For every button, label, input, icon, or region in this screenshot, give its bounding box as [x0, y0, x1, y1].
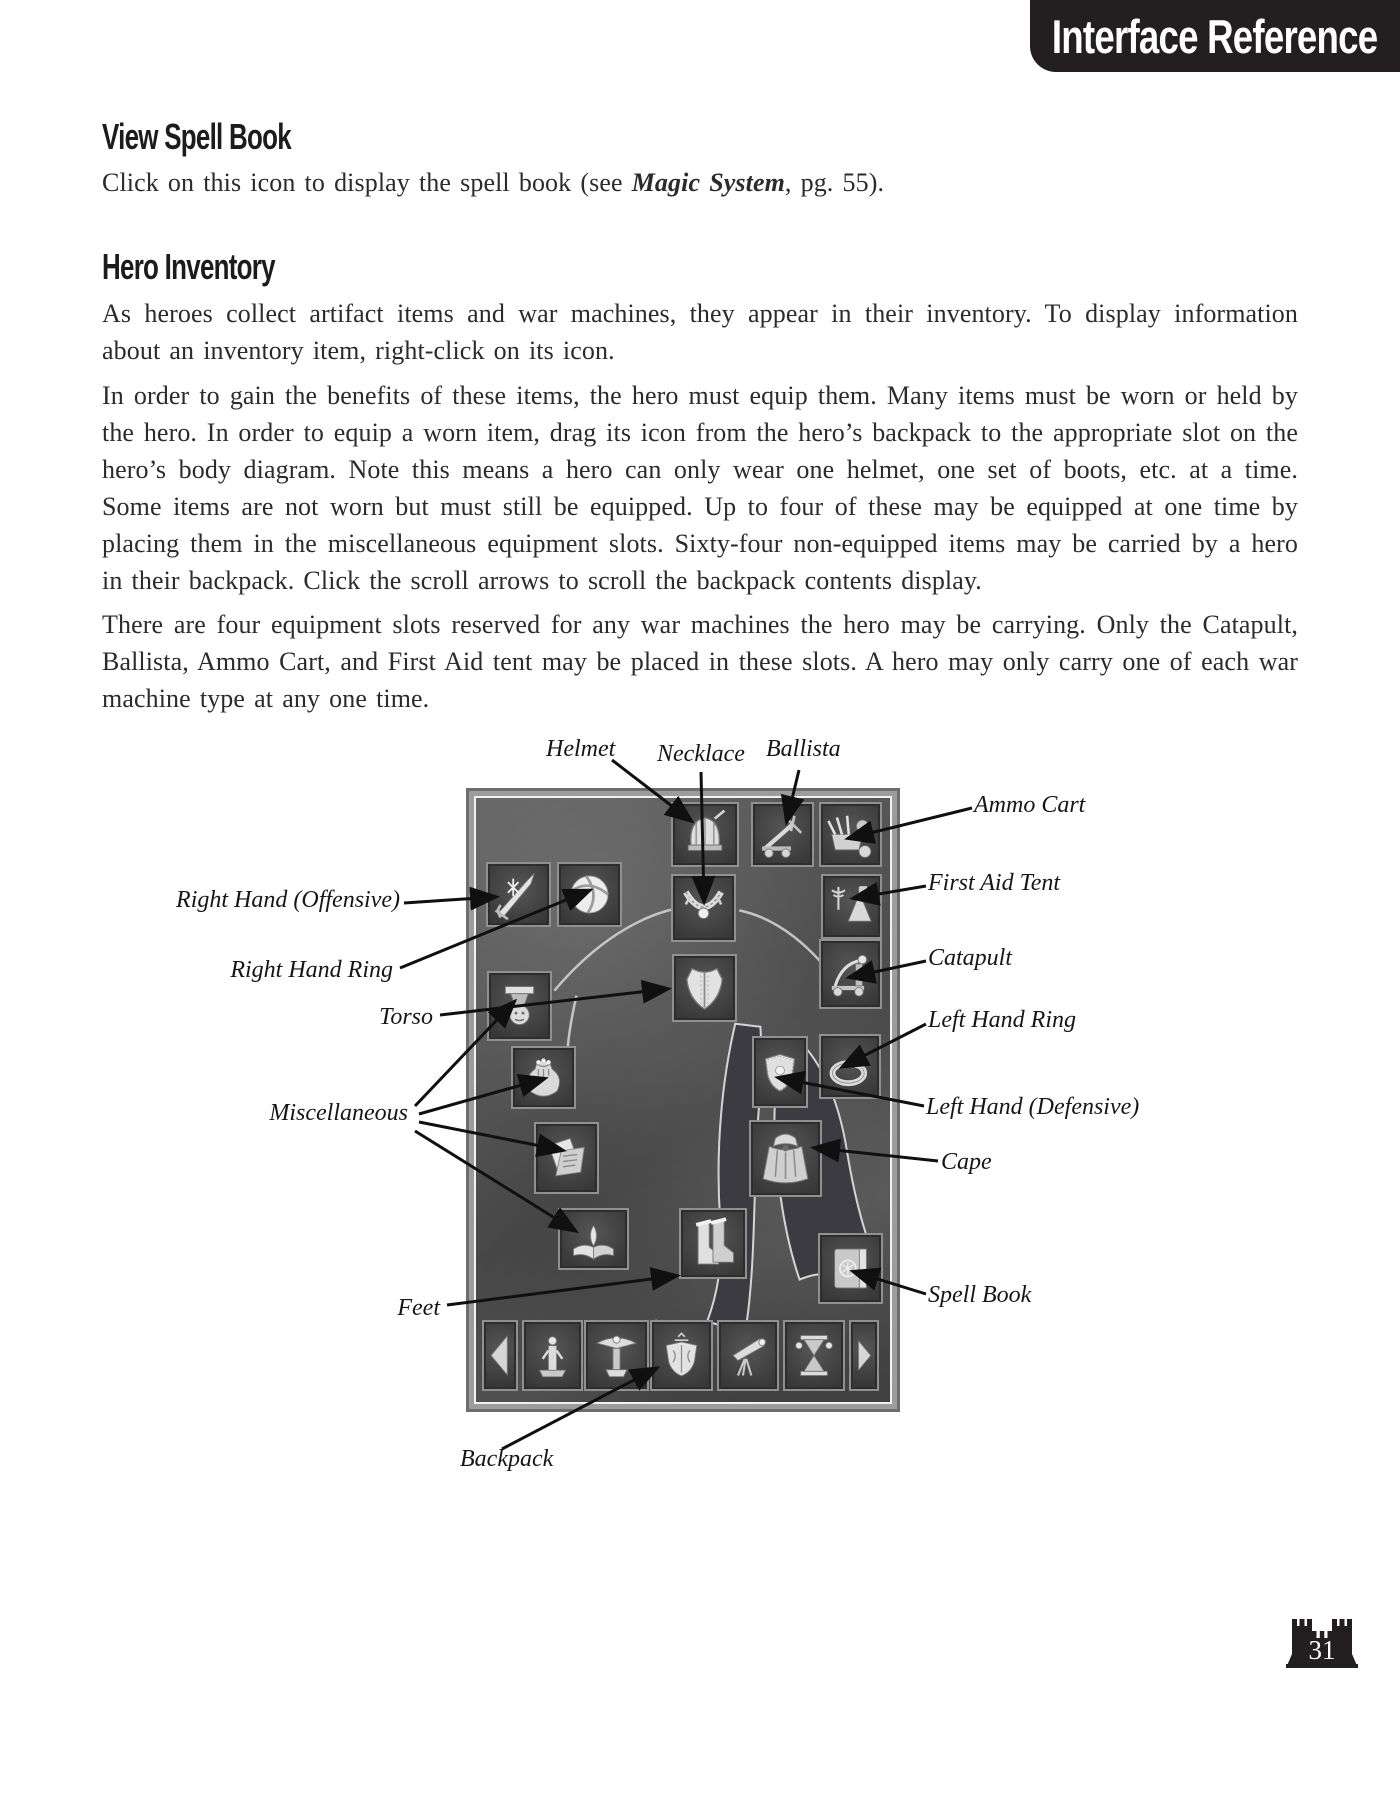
slot-miscellaneous-2	[511, 1046, 576, 1109]
catapult-icon	[825, 945, 876, 1003]
callout-feet: Feet	[397, 1295, 440, 1321]
callout-left-hand-defensive: Left Hand (Defensive)	[926, 1094, 1140, 1120]
callout-backpack: Backpack	[460, 1446, 554, 1472]
helmet-icon	[677, 808, 733, 861]
callout-left-hand-ring: Left Hand Ring	[928, 1007, 1076, 1033]
header-bar	[1030, 0, 1400, 72]
callout-spell-book: Spell Book	[928, 1282, 1032, 1308]
backpack-slot-3	[650, 1320, 713, 1391]
ballista-icon	[757, 808, 808, 861]
slot-miscellaneous-3	[534, 1122, 599, 1194]
inventory-diagram	[466, 788, 900, 1412]
orb-ring-icon	[563, 868, 616, 921]
page-title: Interface Reference	[1052, 9, 1378, 63]
ammo-cart-icon	[825, 808, 876, 861]
slot-war-machine-ammo-cart	[819, 802, 882, 867]
slot-cape	[749, 1120, 822, 1197]
paragraph-1: As heroes collect artifact items and war machines, they appear in their inventory. To display information about an inventory item, right-click on its icon.	[102, 299, 1298, 365]
spell-book-icon	[824, 1239, 877, 1298]
callout-right-hand-ring: Right Hand Ring	[230, 957, 393, 983]
backpack-scroll-right-button	[849, 1320, 879, 1391]
callout-helmet: Helmet	[546, 736, 616, 762]
cape-icon	[755, 1126, 816, 1191]
paragraph-text: Click on this icon to display the spell book (see	[102, 168, 632, 197]
totem-icon	[590, 1326, 643, 1385]
backpack-slot-4	[717, 1320, 779, 1391]
slot-miscellaneous-1	[487, 971, 552, 1041]
statue-icon	[528, 1326, 577, 1385]
sword-icon	[492, 868, 545, 921]
slot-war-machine-catapult	[819, 939, 882, 1009]
backpack-scroll-left-button	[482, 1320, 518, 1391]
slot-spell-book	[818, 1233, 883, 1304]
scroll-left-arrow-icon	[488, 1326, 512, 1385]
slot-left-hand-defensive	[752, 1036, 808, 1108]
callout-necklace: Necklace	[657, 741, 745, 767]
callout-first-aid-tent: First Aid Tent	[928, 870, 1061, 896]
callout-ammo-cart: Ammo Cart	[974, 792, 1086, 818]
telescope-icon	[723, 1326, 773, 1385]
shield-icon	[758, 1042, 802, 1102]
backpack-slot-2	[584, 1320, 649, 1391]
slot-war-machine-first-aid-tent	[821, 874, 882, 939]
crest-shield-icon	[656, 1326, 707, 1385]
slot-miscellaneous-4	[558, 1208, 629, 1270]
ring-icon	[825, 1040, 875, 1093]
medal-icon	[493, 977, 546, 1035]
slot-helmet	[671, 802, 739, 867]
backpack-slot-5	[783, 1320, 845, 1391]
hourglass-icon	[789, 1326, 839, 1385]
heading-hero-inventory: Hero Inventory	[102, 246, 275, 287]
first-aid-tent-icon	[827, 880, 876, 933]
necklace-icon	[677, 880, 730, 936]
paragraph-3: There are four equipment slots reserved for any war machines the hero may be carrying. Only the Catapult, Ballista, Ammo Cart, and First Aid tent may be placed in these slots. A hero may only carry one of each war machine type at any one time.	[102, 610, 1298, 713]
callout-cape: Cape	[941, 1149, 992, 1175]
paragraph-2: In order to gain the benefits of these items, the hero must equip them. Many items must be worn or held by the hero. In order to equip a worn item, drag its icon from the hero’s backpack to the appropriate slot on the hero’s body diagram. Note this means a hero can only wear one helmet, one set of boots, etc. at a time. Some items are not worn but must still be equipped. Up to four of these may be equipped at one time by placing them in the miscellaneous equipment slots. Sixty-four non-equipped items may be carried by a hero in their backpack. Click the scroll arrows to scroll the backpack contents display.	[102, 381, 1298, 595]
inventory-diagram-background	[474, 796, 892, 1404]
emphasis-text: Magic System	[631, 168, 785, 197]
scroll-right-arrow-icon	[855, 1326, 873, 1385]
callout-right-hand-offensive: Right Hand (Offensive)	[176, 887, 400, 913]
boots-icon	[685, 1214, 741, 1273]
slot-torso	[672, 954, 737, 1022]
heading-view-spell-book: View Spell Book	[102, 116, 291, 157]
slot-left-hand-ring	[819, 1034, 881, 1099]
backpack-slot-1	[522, 1320, 583, 1391]
paragraph-view-spell-book	[102, 164, 1298, 201]
breastplate-icon	[678, 960, 731, 1016]
page-number: 31	[1308, 1635, 1336, 1665]
castle-icon	[1283, 1612, 1361, 1674]
slot-right-hand-ring	[557, 862, 622, 927]
slot-necklace	[671, 874, 736, 942]
callout-catapult: Catapult	[928, 945, 1013, 971]
callout-miscellaneous: Miscellaneous	[269, 1100, 408, 1126]
slot-feet	[679, 1208, 747, 1279]
slot-right-hand-offensive	[486, 862, 551, 927]
paragraph-text: , pg. 55).	[784, 168, 885, 197]
open-book-icon	[564, 1214, 623, 1264]
pouch-icon	[517, 1052, 570, 1103]
slot-war-machine-ballista	[751, 802, 814, 867]
scroll-icon	[540, 1128, 593, 1188]
callout-ballista: Ballista	[766, 736, 841, 762]
callout-torso: Torso	[379, 1004, 433, 1030]
